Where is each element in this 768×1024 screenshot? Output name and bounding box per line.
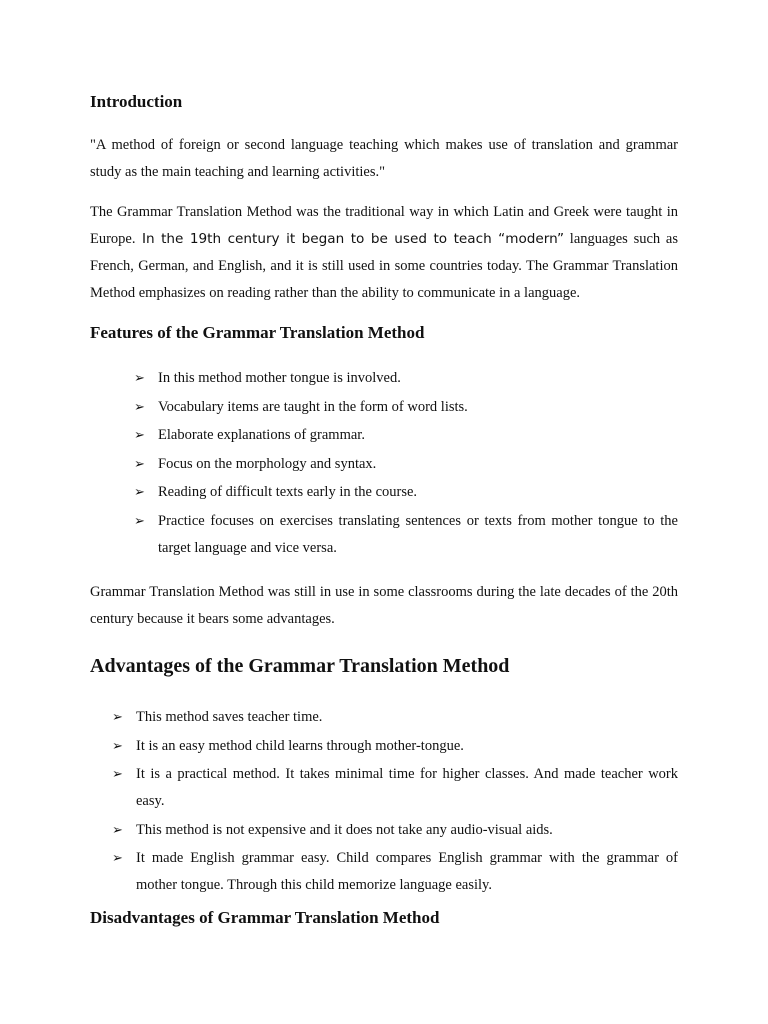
arrowhead-bullet-icon: ➢ (112, 767, 123, 782)
advantages-list-item: ➢ This method is not expensive and it does not take any audio-visual aids. (90, 817, 678, 844)
arrowhead-bullet-icon: ➢ (112, 851, 123, 866)
intro-quote: "A method of foreign or second language teaching which makes use of translation and grammar study as the main teaching and learning activities." (90, 137, 678, 180)
arrowhead-bullet-icon: ➢ (134, 513, 145, 529)
intro-paragraph-end: languages such as French, German, and English, and it is still used in some countries today. The Grammar Translation Method emphasizes on reading rather than the ability to communicate in a language. (90, 231, 679, 301)
advantages-list (90, 704, 678, 901)
intro-paragraph-start: The Grammar Translation Method was the traditional way in which Latin and Greek were taught in Europe. (90, 204, 678, 247)
advantages-list-item: ➢ It made English grammar easy. Child compares English grammar with the grammar of mother tongue. Through this child memorize language easily. (90, 845, 678, 899)
advantages-list-item: ➢ It is an easy method child learns through mother-tongue. (90, 733, 678, 760)
features-list-item: ➢ Practice focuses on exercises translating sentences or texts from mother tongue to the target language and vice versa. (90, 508, 678, 562)
advantages-heading: Advantages of the Grammar Translation Method (90, 655, 510, 677)
advantages-list-item: ➢ It is a practical method. It takes minimal time for higher classes. And made teacher work easy. (90, 761, 678, 815)
arrowhead-bullet-icon: ➢ (112, 822, 123, 838)
disadvantages-heading: Disadvantages of Grammar Translation Method (90, 908, 440, 927)
features-closing-paragraph: Grammar Translation Method was still in use in some classrooms during the late decades of the 20th century because it bears some advantages. (90, 584, 678, 627)
arrowhead-bullet-icon: ➢ (134, 399, 145, 415)
features-list-item: ➢ In this method mother tongue is involved. (90, 365, 678, 392)
features-list-item: ➢ Vocabulary items are taught in the form of word lists. (90, 394, 678, 421)
arrowhead-bullet-icon: ➢ (134, 485, 145, 500)
arrowhead-bullet-icon: ➢ (112, 738, 123, 754)
advantages-list-item: ➢ This method saves teacher time. (90, 704, 678, 731)
features-list-item: ➢ Reading of difficult texts early in the course. (90, 479, 678, 506)
features-list-item: ➢ Focus on the morphology and syntax. (90, 451, 678, 478)
arrowhead-bullet-icon: ➢ (134, 456, 145, 472)
features-list (90, 365, 678, 563)
intro-heading: Introduction (90, 92, 183, 111)
arrowhead-bullet-icon: ➢ (134, 428, 145, 443)
arrowhead-bullet-icon: ➢ (112, 710, 123, 725)
features-heading: Features of the Grammar Translation Method (90, 323, 425, 342)
arrowhead-bullet-icon: ➢ (134, 371, 145, 386)
intro-paragraph (90, 199, 678, 307)
intro-paragraph-mid: In the 19th century it began to be used to teach “modern” (135, 231, 565, 247)
features-list-item: ➢ Elaborate explanations of grammar. (90, 422, 678, 449)
